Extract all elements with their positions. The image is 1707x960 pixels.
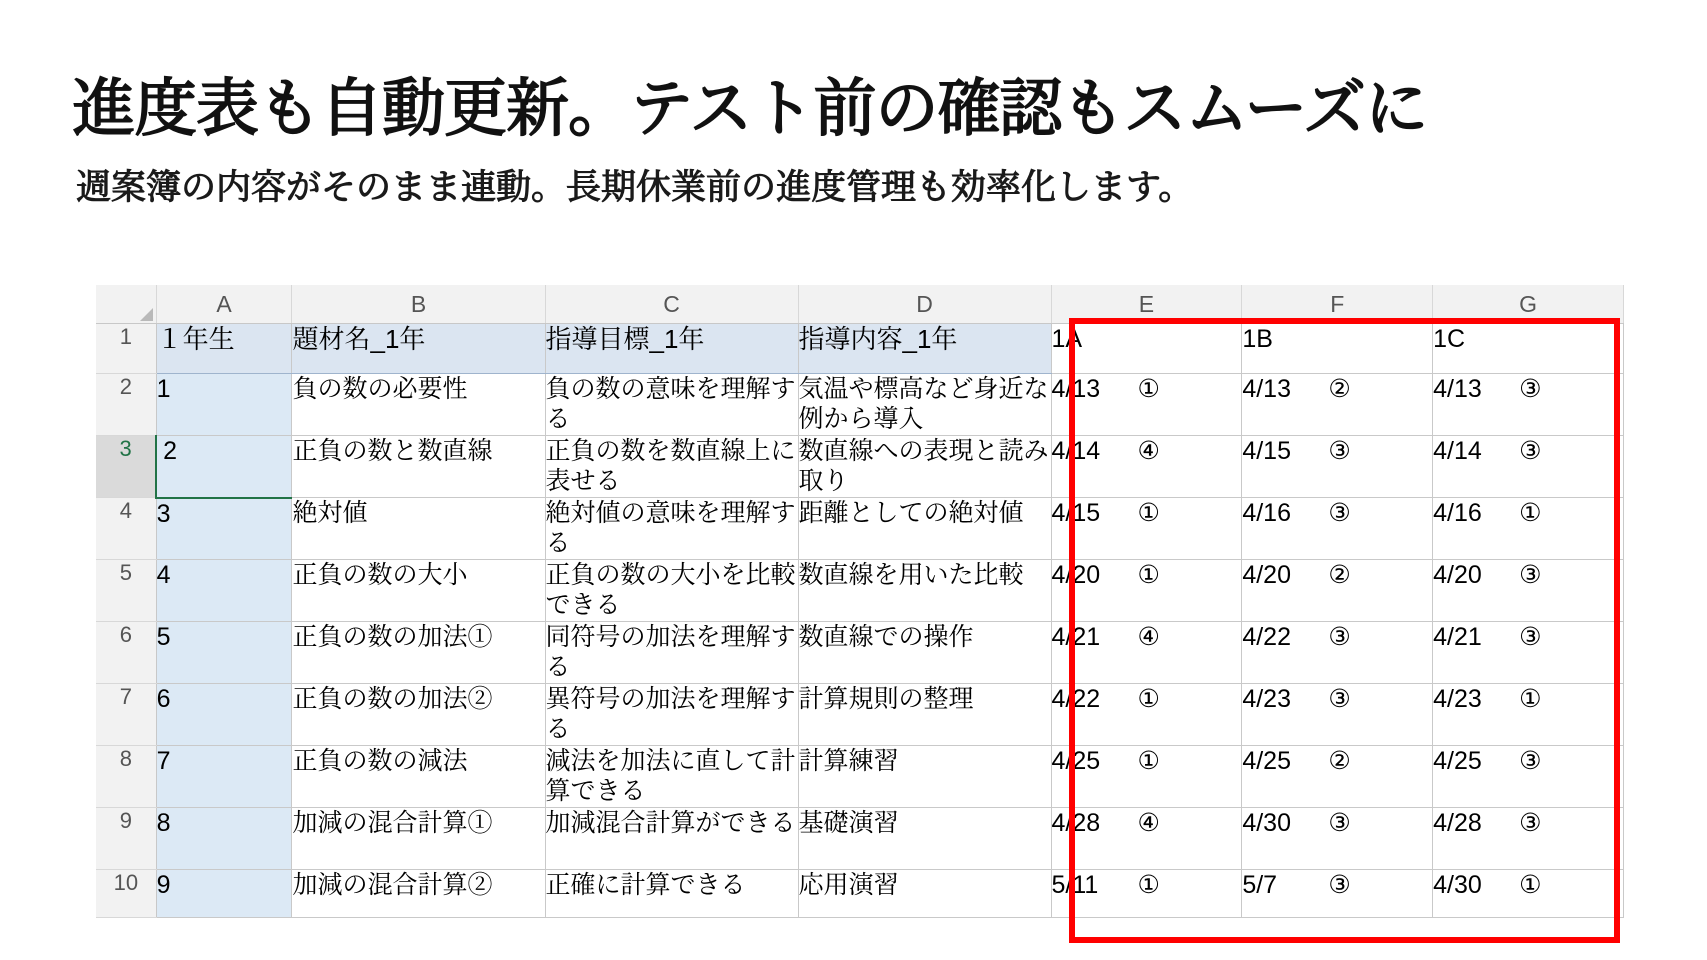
spreadsheet-grid bbox=[96, 285, 1624, 918]
cell-f2-count: ② bbox=[1328, 375, 1351, 403]
cell-e4-count: ① bbox=[1137, 499, 1160, 527]
column-header-f[interactable]: F bbox=[1242, 285, 1433, 324]
cell-g5-date: 4/20 bbox=[1433, 561, 1482, 589]
cell-g7-date: 4/23 bbox=[1433, 685, 1482, 713]
cell-d9[interactable]: 基礎演習 bbox=[798, 808, 1051, 870]
cell-f6-count: ③ bbox=[1328, 623, 1351, 651]
cell-a6[interactable]: 5 bbox=[156, 622, 292, 684]
cell-e7[interactable] bbox=[1051, 684, 1242, 746]
cell-f4-date: 4/16 bbox=[1242, 499, 1291, 527]
cell-f8[interactable] bbox=[1242, 746, 1433, 808]
cell-e4[interactable] bbox=[1051, 498, 1242, 560]
row-header-3[interactable]: 3 bbox=[96, 436, 156, 498]
cell-b9[interactable]: 加減の混合計算① bbox=[292, 808, 545, 870]
cell-g2[interactable] bbox=[1433, 374, 1624, 436]
cell-g8-count: ③ bbox=[1519, 747, 1542, 775]
corner-triangle-icon bbox=[140, 308, 153, 321]
table-row bbox=[96, 498, 1624, 560]
column-header-d[interactable]: D bbox=[798, 285, 1051, 324]
cell-a10[interactable]: 9 bbox=[156, 870, 292, 918]
cell-g3-date: 4/14 bbox=[1433, 437, 1482, 465]
cell-b1[interactable]: 題材名_1年 bbox=[292, 324, 545, 374]
column-header-c[interactable]: C bbox=[545, 285, 798, 324]
cell-b2[interactable]: 負の数の必要性 bbox=[292, 374, 545, 436]
row-header-2[interactable]: 2 bbox=[96, 374, 156, 436]
table-row bbox=[96, 870, 1624, 918]
cell-e8-date: 4/25 bbox=[1051, 747, 1101, 775]
cell-d10[interactable]: 応用演習 bbox=[798, 870, 1051, 918]
cell-g5[interactable] bbox=[1433, 560, 1624, 622]
cell-c2[interactable]: 負の数の意味を理解する bbox=[545, 374, 798, 436]
column-header-a[interactable]: A bbox=[156, 285, 292, 324]
cell-f9-date: 4/30 bbox=[1242, 809, 1291, 837]
cell-g7[interactable] bbox=[1433, 684, 1624, 746]
cell-f10-date: 5/7 bbox=[1242, 871, 1278, 899]
cell-a4[interactable]: 3 bbox=[156, 498, 292, 560]
cell-e3[interactable] bbox=[1051, 436, 1242, 498]
cell-d2[interactable]: 気温や標高など身近な例から導入 bbox=[798, 374, 1051, 436]
cell-g2-date: 4/13 bbox=[1433, 375, 1482, 403]
cell-e10-count: ① bbox=[1137, 871, 1160, 899]
cell-e4-date: 4/15 bbox=[1051, 499, 1101, 527]
cell-a5[interactable]: 4 bbox=[156, 560, 292, 622]
cell-b10[interactable]: 加減の混合計算② bbox=[292, 870, 545, 918]
row-header-5[interactable]: 5 bbox=[96, 560, 156, 622]
row-header-4[interactable]: 4 bbox=[96, 498, 156, 560]
cell-d1[interactable]: 指導内容_1年 bbox=[798, 324, 1051, 374]
cell-d4[interactable]: 距離としての絶対値 bbox=[798, 498, 1051, 560]
column-header-b[interactable]: B bbox=[292, 285, 545, 324]
cell-a8[interactable]: 7 bbox=[156, 746, 292, 808]
row-header-8[interactable]: 8 bbox=[96, 746, 156, 808]
cell-g9-date: 4/28 bbox=[1433, 809, 1482, 837]
cell-a1[interactable]: １年生 bbox=[156, 324, 292, 374]
row-header-6[interactable]: 6 bbox=[96, 622, 156, 684]
cell-e2-count: ① bbox=[1137, 375, 1160, 403]
cell-f9[interactable] bbox=[1242, 808, 1433, 870]
cell-c8[interactable]: 減法を加法に直して計算できる bbox=[545, 746, 798, 808]
cell-e6[interactable] bbox=[1051, 622, 1242, 684]
cell-g4-count: ① bbox=[1519, 499, 1542, 527]
cell-f3-count: ③ bbox=[1328, 437, 1351, 465]
cell-e3-count: ④ bbox=[1137, 437, 1160, 465]
cell-e1[interactable]: 1A bbox=[1051, 324, 1242, 374]
table-row bbox=[96, 560, 1624, 622]
cell-f8-date: 4/25 bbox=[1242, 747, 1291, 775]
cell-b8[interactable]: 正負の数の減法 bbox=[292, 746, 545, 808]
page-title: 進度表も自動更新。テスト前の確認もスムーズに bbox=[72, 74, 1428, 144]
cell-g6-date: 4/21 bbox=[1433, 623, 1482, 651]
cell-f2-date: 4/13 bbox=[1242, 375, 1291, 403]
row-header-10[interactable]: 10 bbox=[96, 870, 156, 918]
cell-g9[interactable] bbox=[1433, 808, 1624, 870]
cell-g2-count: ③ bbox=[1519, 375, 1542, 403]
cell-f6[interactable] bbox=[1242, 622, 1433, 684]
cell-g4[interactable] bbox=[1433, 498, 1624, 560]
table-row bbox=[96, 622, 1624, 684]
table-row bbox=[96, 324, 1624, 374]
cell-f5-date: 4/20 bbox=[1242, 561, 1291, 589]
cell-d8[interactable]: 計算練習 bbox=[798, 746, 1051, 808]
page-subtitle: 週案簿の内容がそのまま連動。長期休業前の進度管理も効率化します。 bbox=[76, 168, 1194, 207]
cell-e5[interactable] bbox=[1051, 560, 1242, 622]
cell-f5-count: ② bbox=[1328, 561, 1351, 589]
cell-f2[interactable] bbox=[1242, 374, 1433, 436]
column-header-g[interactable]: G bbox=[1433, 285, 1624, 324]
cell-f10-count: ③ bbox=[1328, 871, 1351, 899]
cell-c5[interactable]: 正負の数の大小を比較できる bbox=[545, 560, 798, 622]
cell-e8[interactable] bbox=[1051, 746, 1242, 808]
table-row bbox=[96, 746, 1624, 808]
cell-g3-count: ③ bbox=[1519, 437, 1542, 465]
cell-e5-count: ① bbox=[1137, 561, 1160, 589]
cell-e9[interactable] bbox=[1051, 808, 1242, 870]
cell-e6-count: ④ bbox=[1137, 623, 1160, 651]
cell-f4[interactable] bbox=[1242, 498, 1433, 560]
cell-g9-count: ③ bbox=[1519, 809, 1542, 837]
select-all-corner[interactable] bbox=[96, 285, 156, 324]
cell-c3[interactable]: 正負の数を数直線上に表せる bbox=[545, 436, 798, 498]
cell-f7-date: 4/23 bbox=[1242, 685, 1291, 713]
cell-d3[interactable]: 数直線への表現と読み取り bbox=[798, 436, 1051, 498]
cell-b4[interactable]: 絶対値 bbox=[292, 498, 545, 560]
cell-f6-date: 4/22 bbox=[1242, 623, 1291, 651]
spreadsheet bbox=[96, 285, 1624, 918]
cell-f4-count: ③ bbox=[1328, 499, 1351, 527]
cell-f1[interactable]: 1B bbox=[1242, 324, 1433, 374]
cell-b3[interactable]: 正負の数と数直線 bbox=[292, 436, 545, 498]
cell-a3[interactable]: 2 bbox=[156, 436, 292, 498]
cell-f7[interactable] bbox=[1242, 684, 1433, 746]
cell-f7-count: ③ bbox=[1328, 685, 1351, 713]
cell-a7[interactable]: 6 bbox=[156, 684, 292, 746]
column-header-row bbox=[96, 285, 1624, 324]
cell-f8-count: ② bbox=[1328, 747, 1351, 775]
row-header-9[interactable]: 9 bbox=[96, 808, 156, 870]
cell-a9[interactable]: 8 bbox=[156, 808, 292, 870]
column-header-e[interactable]: E bbox=[1051, 285, 1242, 324]
cell-e5-date: 4/20 bbox=[1051, 561, 1101, 589]
cell-e2[interactable] bbox=[1051, 374, 1242, 436]
cell-d7[interactable]: 計算規則の整理 bbox=[798, 684, 1051, 746]
cell-g10[interactable] bbox=[1433, 870, 1624, 918]
cell-g6-count: ③ bbox=[1519, 623, 1542, 651]
row-header-1[interactable]: 1 bbox=[96, 324, 156, 374]
table-row bbox=[96, 374, 1624, 436]
cell-g6[interactable] bbox=[1433, 622, 1624, 684]
cell-e9-count: ④ bbox=[1137, 809, 1160, 837]
cell-g7-count: ① bbox=[1519, 685, 1542, 713]
cell-e8-count: ① bbox=[1137, 747, 1160, 775]
cell-e3-date: 4/14 bbox=[1051, 437, 1101, 465]
table-row bbox=[96, 808, 1624, 870]
cell-f9-count: ③ bbox=[1328, 809, 1351, 837]
row-header-7[interactable]: 7 bbox=[96, 684, 156, 746]
cell-c7[interactable]: 異符号の加法を理解する bbox=[545, 684, 798, 746]
cell-g3[interactable] bbox=[1433, 436, 1624, 498]
cell-c6[interactable]: 同符号の加法を理解する bbox=[545, 622, 798, 684]
cell-e10-date: 5/11 bbox=[1051, 871, 1099, 899]
cell-d5[interactable]: 数直線を用いた比較 bbox=[798, 560, 1051, 622]
cell-g1[interactable]: 1C bbox=[1433, 324, 1624, 374]
cell-g8[interactable] bbox=[1433, 746, 1624, 808]
cell-g8-date: 4/25 bbox=[1433, 747, 1482, 775]
cell-c4[interactable]: 絶対値の意味を理解する bbox=[545, 498, 798, 560]
table-row bbox=[96, 684, 1624, 746]
cell-f3-date: 4/15 bbox=[1242, 437, 1291, 465]
cell-e10[interactable] bbox=[1051, 870, 1242, 918]
cell-b6[interactable]: 正負の数の加法① bbox=[292, 622, 545, 684]
cell-g10-count: ① bbox=[1519, 871, 1542, 899]
cell-e7-date: 4/22 bbox=[1051, 685, 1101, 713]
cell-b7[interactable]: 正負の数の加法② bbox=[292, 684, 545, 746]
cell-e6-date: 4/21 bbox=[1051, 623, 1101, 651]
cell-e7-count: ① bbox=[1137, 685, 1160, 713]
cell-f5[interactable] bbox=[1242, 560, 1433, 622]
cell-d6[interactable]: 数直線での操作 bbox=[798, 622, 1051, 684]
cell-e9-date: 4/28 bbox=[1051, 809, 1101, 837]
cell-f3[interactable] bbox=[1242, 436, 1433, 498]
cell-e2-date: 4/13 bbox=[1051, 375, 1101, 403]
table-row bbox=[96, 436, 1624, 498]
cell-a2[interactable]: 1 bbox=[156, 374, 292, 436]
cell-g4-date: 4/16 bbox=[1433, 499, 1482, 527]
cell-f10[interactable] bbox=[1242, 870, 1433, 918]
cell-b5[interactable]: 正負の数の大小 bbox=[292, 560, 545, 622]
cell-g10-date: 4/30 bbox=[1433, 871, 1482, 899]
cell-c10[interactable]: 正確に計算できる bbox=[545, 870, 798, 918]
cell-c1[interactable]: 指導目標_1年 bbox=[545, 324, 798, 374]
cell-g5-count: ③ bbox=[1519, 561, 1542, 589]
cell-c9[interactable]: 加減混合計算ができる bbox=[545, 808, 798, 870]
